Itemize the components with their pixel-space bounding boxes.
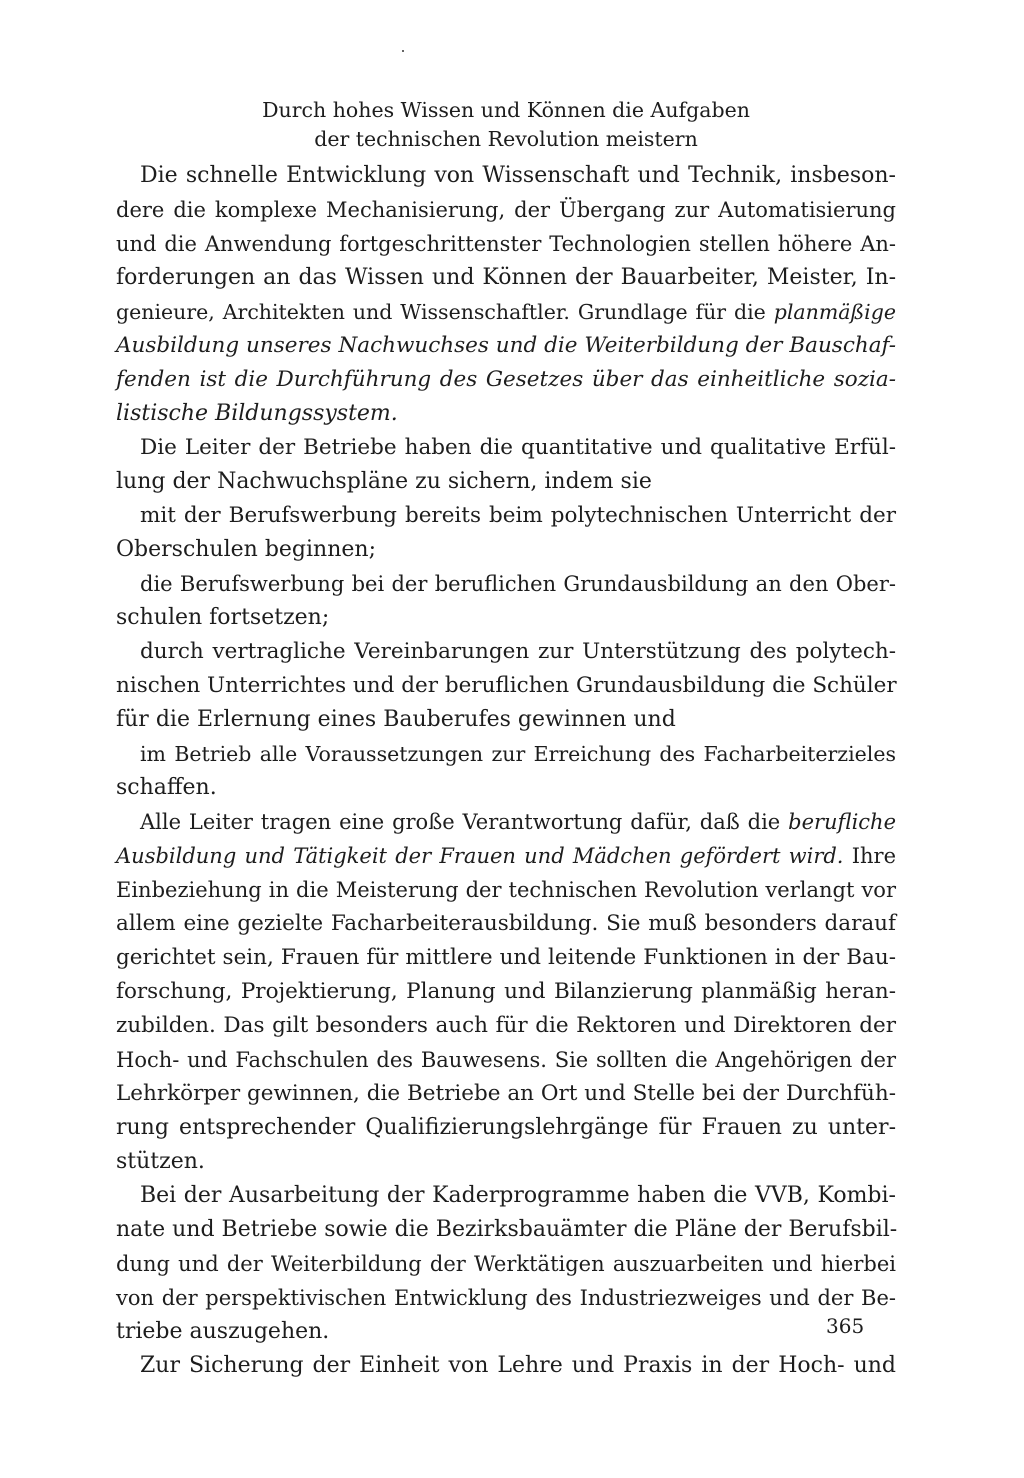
- italic-text: Ausbildung und Tätigkeit der Frauen und Mädchen gefördert wird.: [116, 844, 844, 868]
- text-line: [116, 363, 896, 397]
- text-segment: genieure, Architekten und Wissenschaftler. Grundlage für die: [116, 300, 774, 324]
- paragraph-3: [116, 805, 896, 1179]
- text-line: triebe auszugehen.: [116, 1319, 330, 1344]
- text-line: [116, 397, 896, 431]
- text-line: zubilden. Das gilt besonders auch für die Rektoren und Direktoren der: [116, 1013, 896, 1038]
- text-line: lung der Nachwuchspläne zu sichern, indem sie: [116, 469, 652, 494]
- italic-text: planmäßige: [773, 300, 896, 324]
- text-line: dere die komplexe Mechanisierung, der Übergang zur Automatisierung: [116, 198, 896, 222]
- text-line: Einbeziehung in die Meisterung der technischen Revolution verlangt vor: [116, 878, 896, 902]
- text-line: Lehrkörper gewinnen, die Betriebe an Ort und Stelle bei der Durchfüh-: [116, 1081, 896, 1106]
- text-line: Zur Sicherung der Einheit von Lehre und Praxis in der Hoch- und: [140, 1353, 896, 1378]
- italic-text: berufliche: [788, 810, 896, 834]
- italic-text: listische Bildungssystem.: [116, 401, 398, 426]
- list-item-line: schaffen.: [116, 775, 217, 800]
- section-heading: [116, 96, 896, 154]
- text-line: gerichtet sein, Frauen für mittlere und leitende Funktionen in der Bau-: [116, 945, 896, 970]
- text-line: und die Anwendung fortgeschrittenster Technologien stellen höhere An-: [116, 232, 896, 256]
- list-item-line: nischen Unterrichtes und der beruflichen Grundausbildung die Schüler: [116, 673, 897, 698]
- text-line: [116, 805, 896, 839]
- book-page: [116, 96, 896, 1383]
- italic-text: Ausbildung unseres Nachwuchses und die Weiterbildung der Bauschaf-: [116, 333, 896, 358]
- heading-line-1: Durch hohes Wissen und Können die Aufgaben: [262, 98, 750, 122]
- text-line: Bei der Ausarbeitung der Kaderprogramme haben die VVB, Kombi-: [140, 1183, 896, 1208]
- text-line: rung entsprechender Qualifizierungslehrgänge für Frauen zu unter-: [116, 1115, 896, 1140]
- text-line: [116, 329, 896, 363]
- text-line: nate und Betriebe sowie die Bezirksbauämter die Pläne der Berufsbil-: [116, 1217, 898, 1242]
- paragraph-1: [116, 159, 896, 431]
- list-item-line: im Betrieb alle Voraussetzungen zur Erreichung des Facharbeiterzieles: [140, 742, 896, 766]
- list-item-line: die Berufswerbung bei der beruflichen Grundausbildung an den Ober-: [140, 572, 896, 596]
- text-line: [116, 295, 896, 329]
- text-line: Die schnelle Entwicklung von Wissenschaft und Technik, insbeson-: [140, 163, 896, 188]
- text-line: forschung, Projektierung, Planung und Bilanzierung planmäßig heran-: [116, 979, 896, 1004]
- text-line: Hoch- und Fachschulen des Bauwesens. Sie sollten die Angehörigen der: [116, 1048, 896, 1072]
- list-item-line: durch vertragliche Vereinbarungen zur Unterstützung des polytech-: [140, 639, 896, 664]
- text-segment: Alle Leiter tragen eine große Verantwortung dafür, daß die: [140, 810, 789, 834]
- text-segment: Ihre: [843, 844, 896, 868]
- list-item-line: Oberschulen beginnen;: [116, 537, 376, 562]
- text-line: stützen.: [116, 1149, 205, 1174]
- list-items: [116, 499, 896, 805]
- text-line: forderungen an das Wissen und Können der Bauarbeiter, Meister, In-: [116, 265, 896, 290]
- italic-text: fenden ist die Durchführung des Gesetzes über das einheitliche sozia-: [116, 367, 896, 392]
- text-line: Die Leiter der Betriebe haben die quantitative und qualitative Erfül-: [140, 435, 896, 460]
- list-item-line: für die Erlernung eines Bauberufes gewinnen und: [116, 707, 676, 732]
- scan-speck: [402, 50, 404, 52]
- paragraph-4: [116, 1179, 896, 1349]
- paragraph-2: [116, 431, 896, 499]
- text-line: allem eine gezielte Facharbeiterausbildung. Sie muß besonders darauf: [116, 911, 896, 936]
- list-item-line: mit der Berufswerbung bereits beim polytechnischen Unterricht der: [140, 503, 896, 528]
- heading-line-2: der technischen Revolution meistern: [314, 127, 698, 151]
- page-number: 365: [826, 1314, 865, 1338]
- text-line: dung und der Weiterbildung der Werktätigen auszuarbeiten und hierbei: [116, 1252, 896, 1276]
- paragraph-5: [116, 1349, 896, 1383]
- list-item-line: schulen fortsetzen;: [116, 605, 330, 630]
- text-line: von der perspektivischen Entwicklung des Industriezweiges und der Be-: [116, 1286, 896, 1310]
- text-line: [116, 839, 896, 873]
